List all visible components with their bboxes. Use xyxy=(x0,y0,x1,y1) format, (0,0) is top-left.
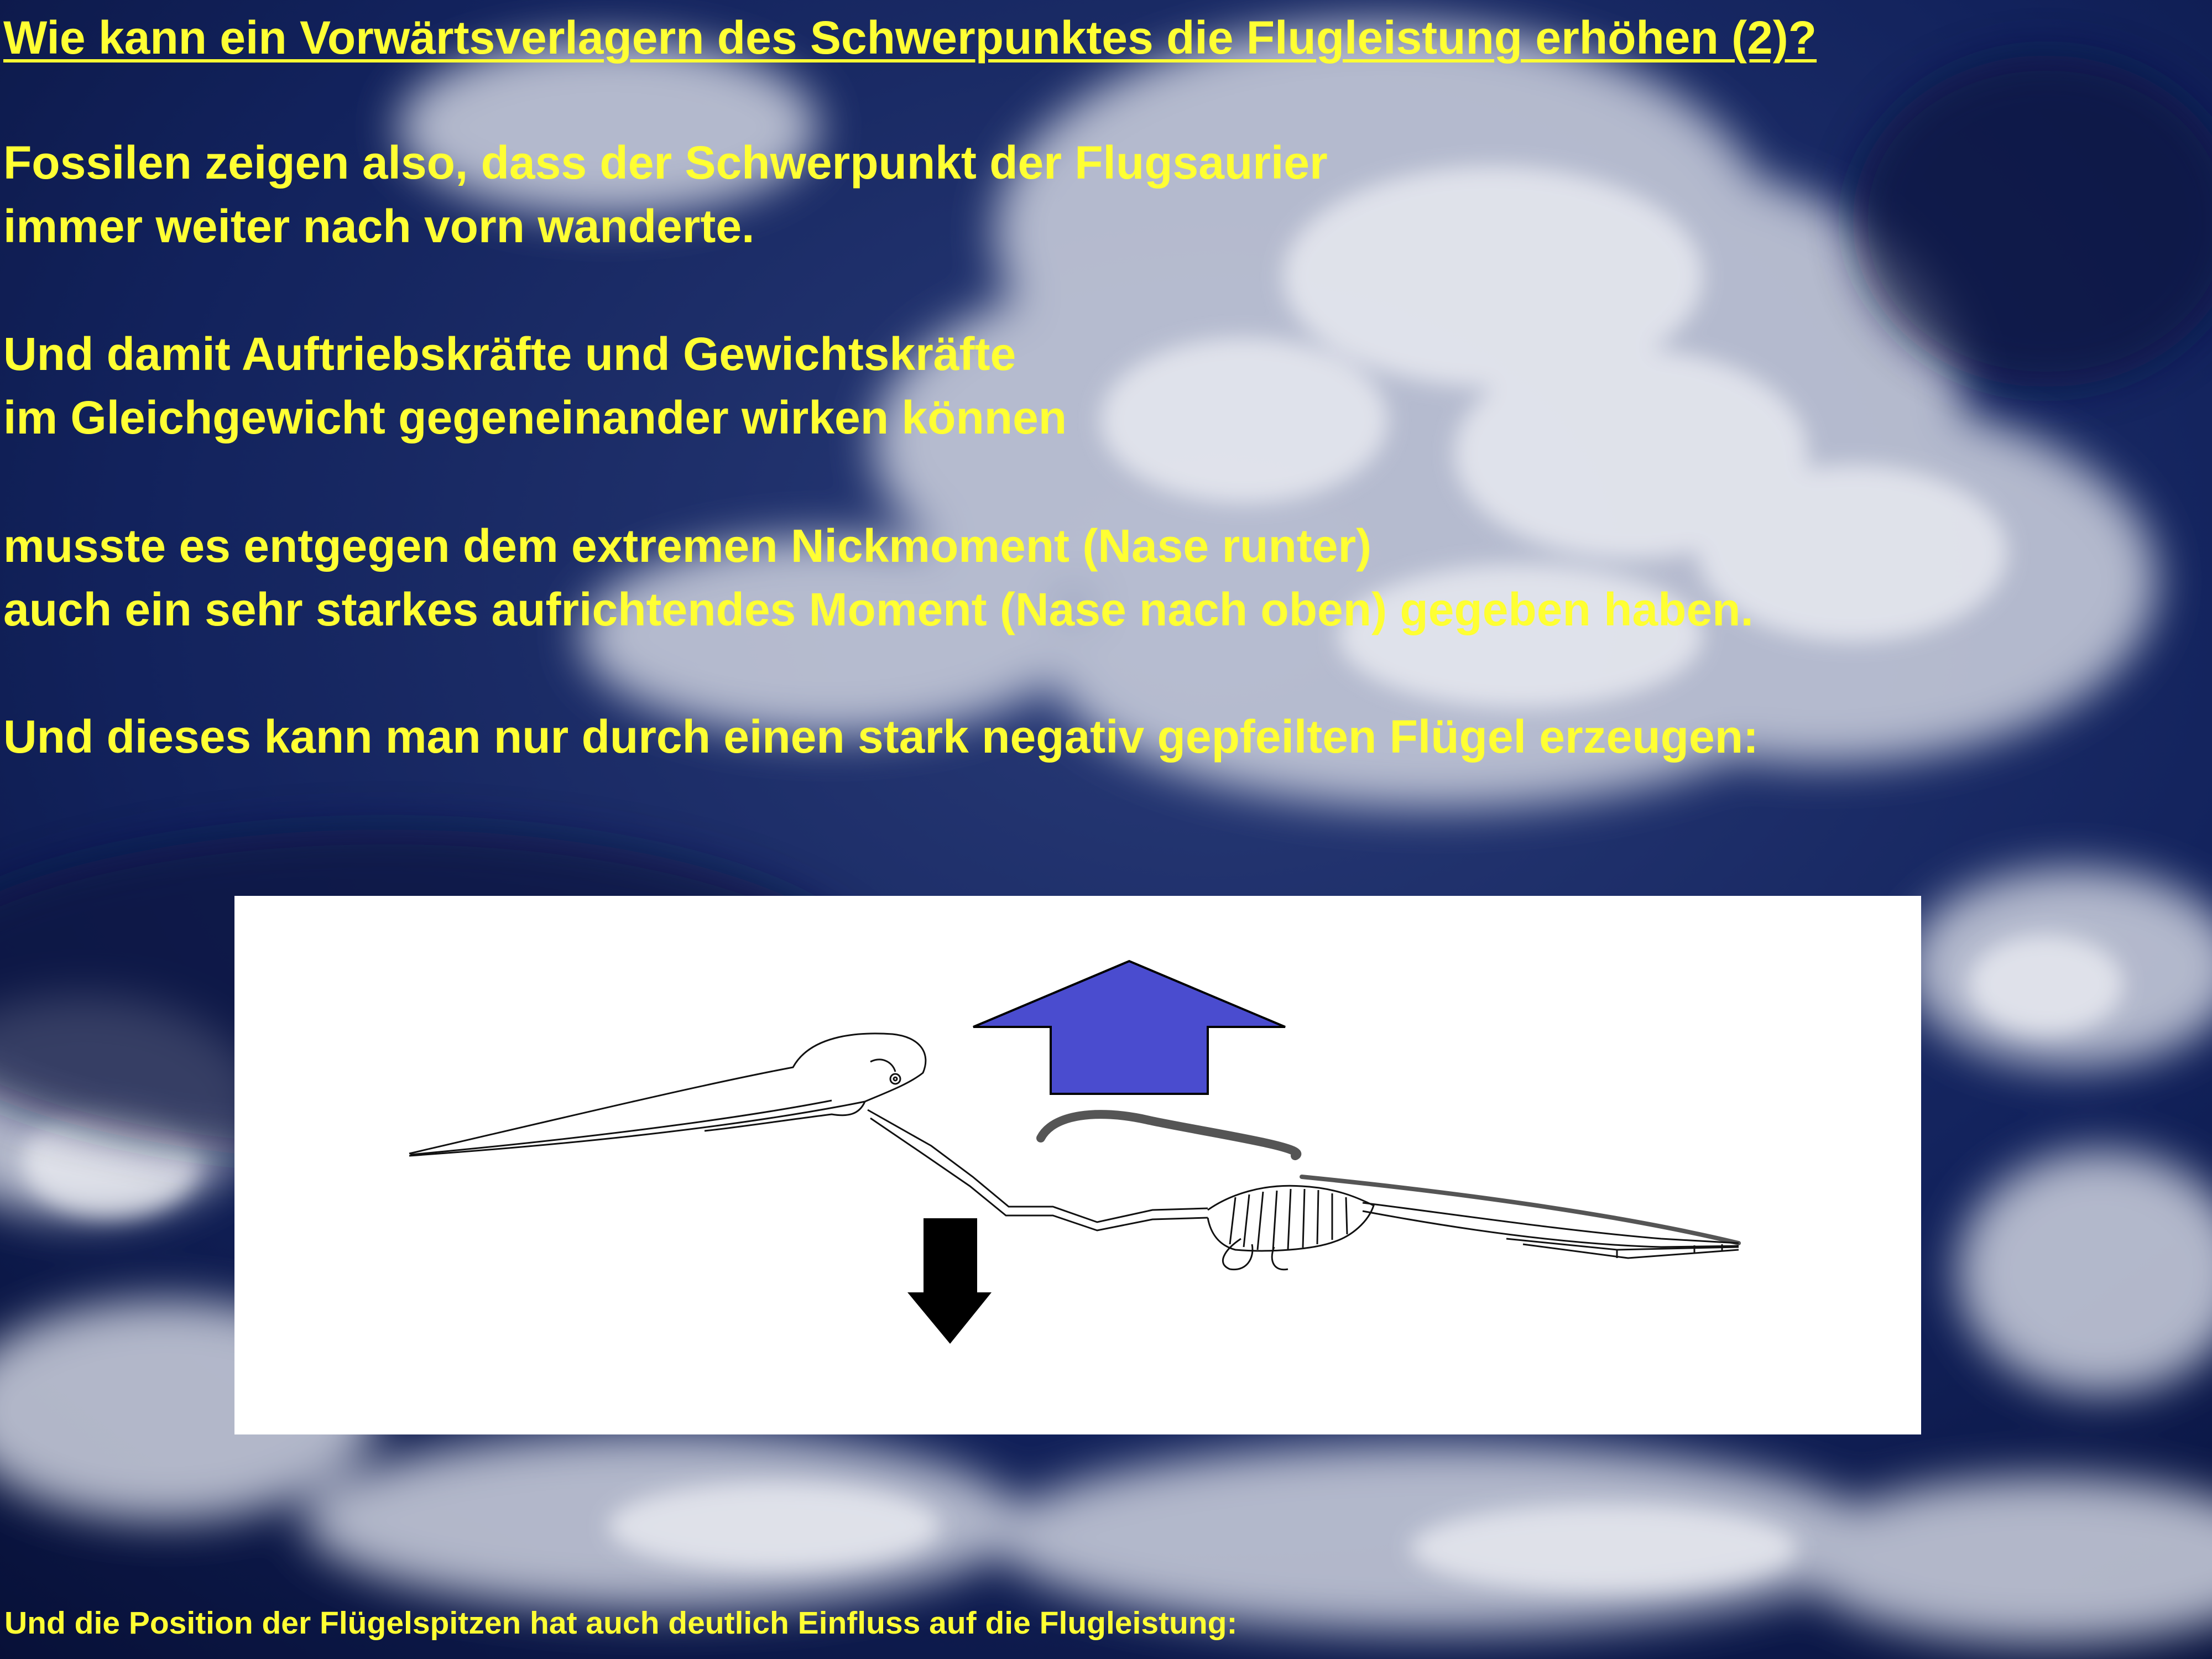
paragraph-line: Fossilen zeigen also, dass der Schwerpunkt der Flugsaurier xyxy=(3,137,1328,189)
paragraph-moment xyxy=(3,514,1754,641)
paragraph-forces xyxy=(3,322,1067,450)
paragraph-line: musste es entgegen dem extremen Nickmoment (Nase runter) xyxy=(3,520,1372,572)
paragraph-wing xyxy=(3,705,1759,769)
slide-title: Wie kann ein Vorwärtsverlagern des Schwerpunktes die Flugleistung erhöhen (2)? xyxy=(3,12,1817,64)
up-arrow-icon xyxy=(973,961,1285,1094)
swept-wing-curve-icon xyxy=(1041,1114,1297,1156)
paragraph-line: auch ein sehr starkes aufrichtendes Moment (Nase nach oben) gegeben haben. xyxy=(3,583,1754,635)
diagram-panel xyxy=(234,896,1921,1434)
paragraph-line: Und damit Auftriebskräfte und Gewichtskräfte xyxy=(3,328,1016,380)
paragraph-line: Und dieses kann man nur durch einen stark negativ gepfeilten Flügel erzeugen: xyxy=(3,711,1759,763)
wing-trailing-line xyxy=(1302,1177,1739,1243)
paragraph-line: immer weiter nach vorn wanderte. xyxy=(3,200,755,252)
footer-text: Und die Position der Flügelspitzen hat auch deutlich Einfluss auf die Flugleistung: xyxy=(4,1605,1238,1641)
weight-down-arrow-icon xyxy=(907,1218,992,1344)
paragraph-fossils xyxy=(3,131,1328,258)
paragraph-line: im Gleichgewicht gegeneinander wirken können xyxy=(3,392,1067,444)
pterosaur-diagram xyxy=(234,896,1921,1434)
